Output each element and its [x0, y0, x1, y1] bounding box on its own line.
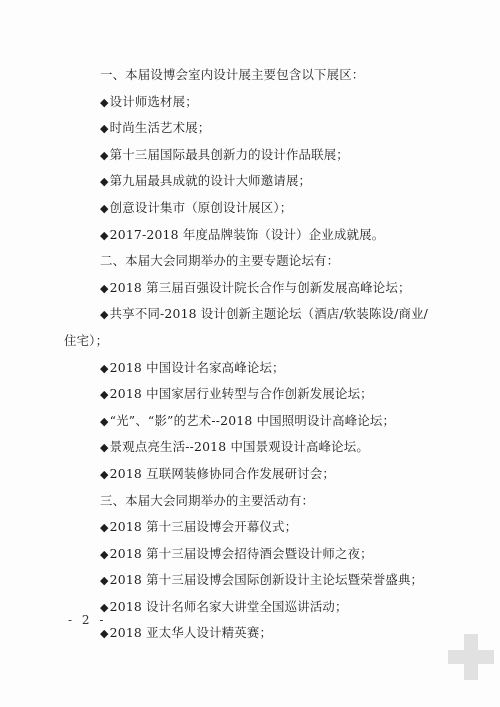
line-text: 2018 设计名师名家大讲堂全国巡讲活动；	[109, 598, 348, 614]
line-text: 创意设计集市（原创设计展区）；	[109, 199, 293, 215]
list-item-continuation	[0, 328, 500, 355]
section-heading	[0, 62, 500, 89]
line-text: 第九届最具成就的设计大师邀请展；	[109, 173, 312, 189]
diamond-bullet-icon: ◆	[100, 308, 109, 322]
diamond-bullet-icon: ◆	[100, 547, 109, 561]
list-item	[0, 408, 500, 435]
line-text: 2018 第三届百强设计院长合作与创新发展高峰论坛；	[109, 279, 411, 295]
diamond-bullet-icon: ◆	[100, 175, 109, 189]
line-text: 2018 中国设计名家高峰论坛；	[109, 359, 285, 375]
list-item	[0, 381, 500, 408]
diamond-bullet-icon: ◆	[100, 148, 109, 162]
list-item	[0, 301, 500, 328]
list-item	[0, 115, 500, 142]
diamond-bullet-icon: ◆	[100, 414, 109, 428]
list-item	[0, 461, 500, 488]
diamond-bullet-icon: ◆	[100, 388, 109, 402]
line-text: 2017-2018 年度品牌装饰（设计）企业成就展。	[109, 226, 385, 242]
line-text: 2018 第十三届设博会开幕仪式；	[109, 519, 298, 535]
line-text: 2018 亚太华人设计精英赛；	[109, 625, 273, 641]
section-heading	[0, 488, 500, 515]
diamond-bullet-icon: ◆	[100, 361, 109, 375]
list-item	[0, 89, 500, 116]
list-item	[0, 222, 500, 249]
list-item	[0, 514, 500, 541]
diamond-bullet-icon: ◆	[100, 574, 109, 588]
page-number: - 2 -	[68, 613, 107, 627]
list-item	[0, 142, 500, 169]
list-item	[0, 355, 500, 382]
line-text: “光”、“影”的艺术--2018 中国照明设计高峰论坛；	[109, 412, 396, 428]
list-item	[0, 434, 500, 461]
line-text: 三、本届大会同期举办的主要活动有：	[100, 492, 315, 508]
diamond-bullet-icon: ◆	[100, 228, 109, 242]
line-text: 时尚生活艺术展；	[109, 120, 211, 136]
line-text: 共享不同-2018 设计创新主题论坛（酒店/软装陈设/商业/	[109, 306, 429, 322]
diamond-bullet-icon: ◆	[100, 600, 109, 614]
line-text: 一、本届设博会室内设计展主要包含以下展区：	[100, 67, 365, 82]
diamond-bullet-icon: ◆	[100, 627, 109, 641]
diamond-bullet-icon: ◆	[100, 95, 109, 109]
line-text: 二、本届大会同期举办的主要专题论坛有：	[100, 253, 340, 269]
diamond-bullet-icon: ◆	[100, 521, 109, 535]
line-text: 住宅）；	[64, 332, 109, 348]
diamond-bullet-icon: ◆	[100, 441, 109, 455]
section-heading	[0, 248, 500, 275]
line-text: 2018 互联网装修协同合作发展研讨会；	[109, 465, 336, 481]
list-item	[0, 567, 500, 594]
diamond-bullet-icon: ◆	[100, 122, 109, 136]
plus-cross-icon	[446, 632, 496, 682]
list-item	[0, 541, 500, 568]
list-item	[0, 275, 500, 302]
line-text: 设计师选材展；	[109, 93, 198, 109]
document-body	[0, 62, 500, 647]
diamond-bullet-icon: ◆	[100, 201, 109, 215]
line-text: 第十三届国际最具创新力的设计作品联展；	[109, 146, 349, 162]
list-item	[0, 195, 500, 222]
line-text: 2018 第十三届设博会国际创新设计主论坛暨荣誉盛典；	[109, 572, 424, 588]
list-item	[0, 168, 500, 195]
line-text: 景观点亮生活--2018 中国景观设计高峰论坛。	[109, 439, 369, 455]
diamond-bullet-icon: ◆	[100, 467, 109, 481]
diamond-bullet-icon: ◆	[100, 281, 109, 295]
line-text: 2018 第十三届设博会招待酒会暨设计师之夜；	[109, 545, 373, 561]
line-text: 2018 中国家居行业转型与合作创新发展论坛；	[109, 386, 373, 402]
